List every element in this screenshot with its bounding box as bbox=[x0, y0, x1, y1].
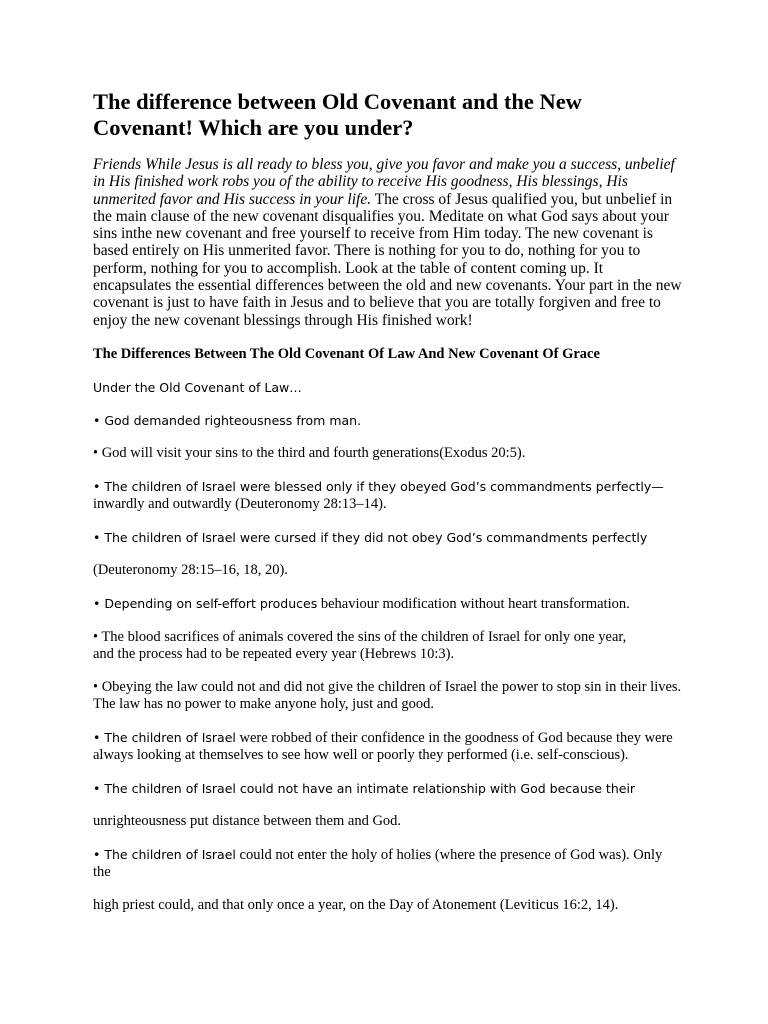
under-old-covenant-label: Under the Old Covenant of Law… bbox=[93, 379, 302, 395]
list-item bbox=[93, 595, 683, 613]
list-item-text: and the process had to be repeated every year (Hebrews 10:3). bbox=[93, 645, 455, 662]
list-item: • God demanded righteousness from man. bbox=[93, 412, 362, 428]
list-item: • God will visit your sins to the third and fourth generations(Exodus 20:5). bbox=[93, 444, 526, 461]
list-item-text: could not enter the holy of holies (where the presence of God was). Only the bbox=[93, 846, 663, 880]
section-heading: The Differences Between The Old Covenant Of Law And New Covenant Of Grace bbox=[93, 345, 600, 362]
list-item-text: • The blood sacrifices of animals covered the sins of the children of Israel for only one year, bbox=[93, 628, 627, 645]
list-item-text: • Depending on self-effort produces bbox=[93, 595, 318, 611]
list-item bbox=[93, 629, 683, 663]
list-item bbox=[93, 729, 683, 764]
list-item-text: • The children of Israel bbox=[93, 729, 236, 745]
list-item: • Obeying the law could not and did not give the children of Israel the power to stop sin in their lives. The law has no power to make anyone holy, just and good. bbox=[93, 678, 682, 712]
list-item bbox=[93, 478, 683, 513]
list-item-text: inwardly and outwardly (Deuteronomy 28:13–14). bbox=[93, 495, 387, 512]
page-title: The difference between Old Covenant and the New Covenant! Which are you under? bbox=[93, 89, 582, 140]
list-item: unrighteousness put distance between them and God. bbox=[93, 812, 402, 829]
list-item: • The children of Israel were cursed if they did not obey God’s commandments perfectly bbox=[93, 529, 648, 545]
intro-italic-text: Friends While Jesus is all ready to bless you, give you favor and make you a success, unbelief in His finished work robs you of the ability to receive His goodness, His blessings, His unmerited favor and His success in your life. bbox=[93, 156, 675, 208]
list-item bbox=[93, 846, 683, 881]
list-item: high priest could, and that only once a year, on the Day of Atonement (Leviticus 16:2, 14). bbox=[93, 896, 619, 913]
list-item-text: • The children of Israel bbox=[93, 846, 236, 862]
list-item: (Deuteronomy 28:15–16, 18, 20). bbox=[93, 561, 288, 578]
list-item-text: • The children of Israel were blessed only if they obeyed God’s commandments perfectly— bbox=[93, 478, 664, 494]
intro-paragraph bbox=[93, 156, 683, 329]
document-body bbox=[93, 89, 683, 914]
list-item-text: were robbed of their confidence in the goodness of God because they were always looking at themselves to see how well or poorly they performed (i.e. self-conscious). bbox=[93, 729, 673, 763]
intro-regular-text: The cross of Jesus qualified you, but unbelief in the main clause of the new covenant disqualifies you. Meditate on what God says about your sins inthe new covenant and free yourself to receive from Him today. The new covenant is based entirely on His unmerited favor. There is nothing for you to do, nothing for you to perform, nothing for you to accomplish. Look at the table of content coming up. It encapsulates the essential differences between the old and new covenants. Your part in the new covenant is just to have faith in Jesus and to believe that you are totally forgiven and free to enjoy the new covenant blessings through His finished work! bbox=[93, 190, 682, 329]
list-item: • The children of Israel could not have an intimate relationship with God because their bbox=[93, 780, 636, 796]
list-item-text: behaviour modification without heart transformation. bbox=[317, 595, 630, 612]
